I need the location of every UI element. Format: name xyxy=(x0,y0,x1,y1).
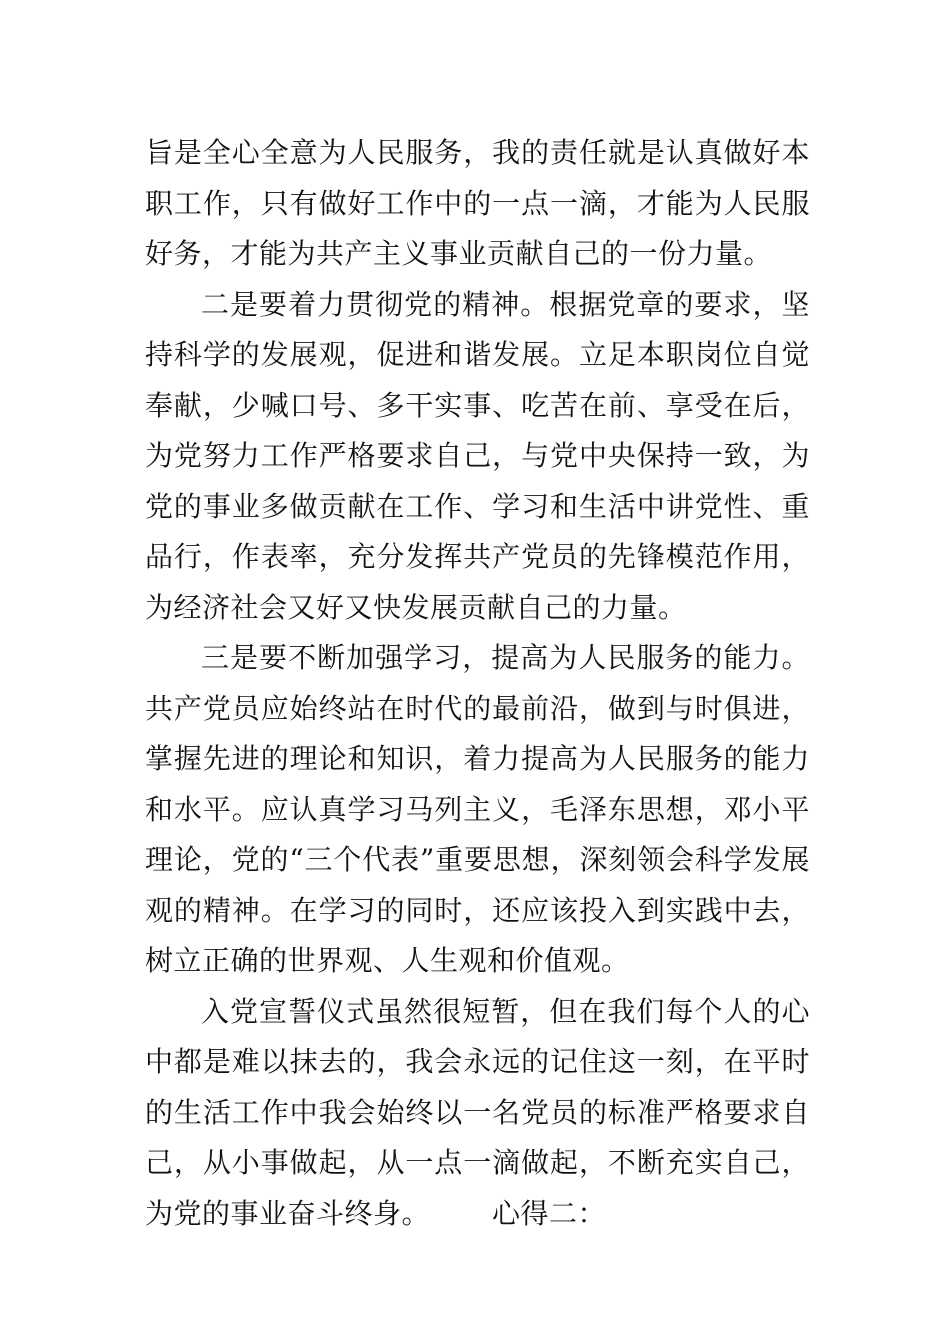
paragraph-4-text: 入党宣誓仪式虽然很短暂，但在我们每个人的心中都是难以抹去的，我会永远的记住这一刻，在平时的生活工作中我会始终以一名党员的标准严格要求自己，从小事做起，从一点一滴做起，不断充实自己，为党的事业奋斗终身。 xyxy=(145,994,810,1230)
paragraph-2: 二是要着力贯彻党的精神。根据党章的要求，坚持科学的发展观，促进和谐发展。立足本职岗位自觉奉献，少喊口号、多干实事、吃苦在前、享受在后，为党努力工作严格要求自己，与党中央保持一致，为党的事业多做贡献在工作、学习和生活中讲党性、重品行，作表率，充分发挥共产党员的先锋模范作用，为经济社会又好又快发展贡献自己的力量。 xyxy=(145,287,810,624)
paragraph-4 xyxy=(145,987,810,1240)
paragraph-3: 三是要不断加强学习，提高为人民服务的能力。共产党员应始终站在时代的最前沿，做到与时俱进，掌握先进的理论和知识，着力提高为人民服务的能力和水平。应认真学习马列主义，毛泽东思想，邓小平理论，党的“三个代表”重要思想，深刻领会科学发展观的精神。在学习的同时，还应该投入到实践中去，树立正确的世界观、人生观和价值观。 xyxy=(145,641,810,977)
document-body xyxy=(145,128,810,1239)
paragraph-1: 旨是全心全意为人民服务，我的责任就是认真做好本职工作，只有做好工作中的一点一滴，才能为人民服好务，才能为共产主义事业贡献自己的一份力量。 xyxy=(145,136,810,270)
section-heading-xinde-2: 心得二： xyxy=(492,1196,607,1230)
